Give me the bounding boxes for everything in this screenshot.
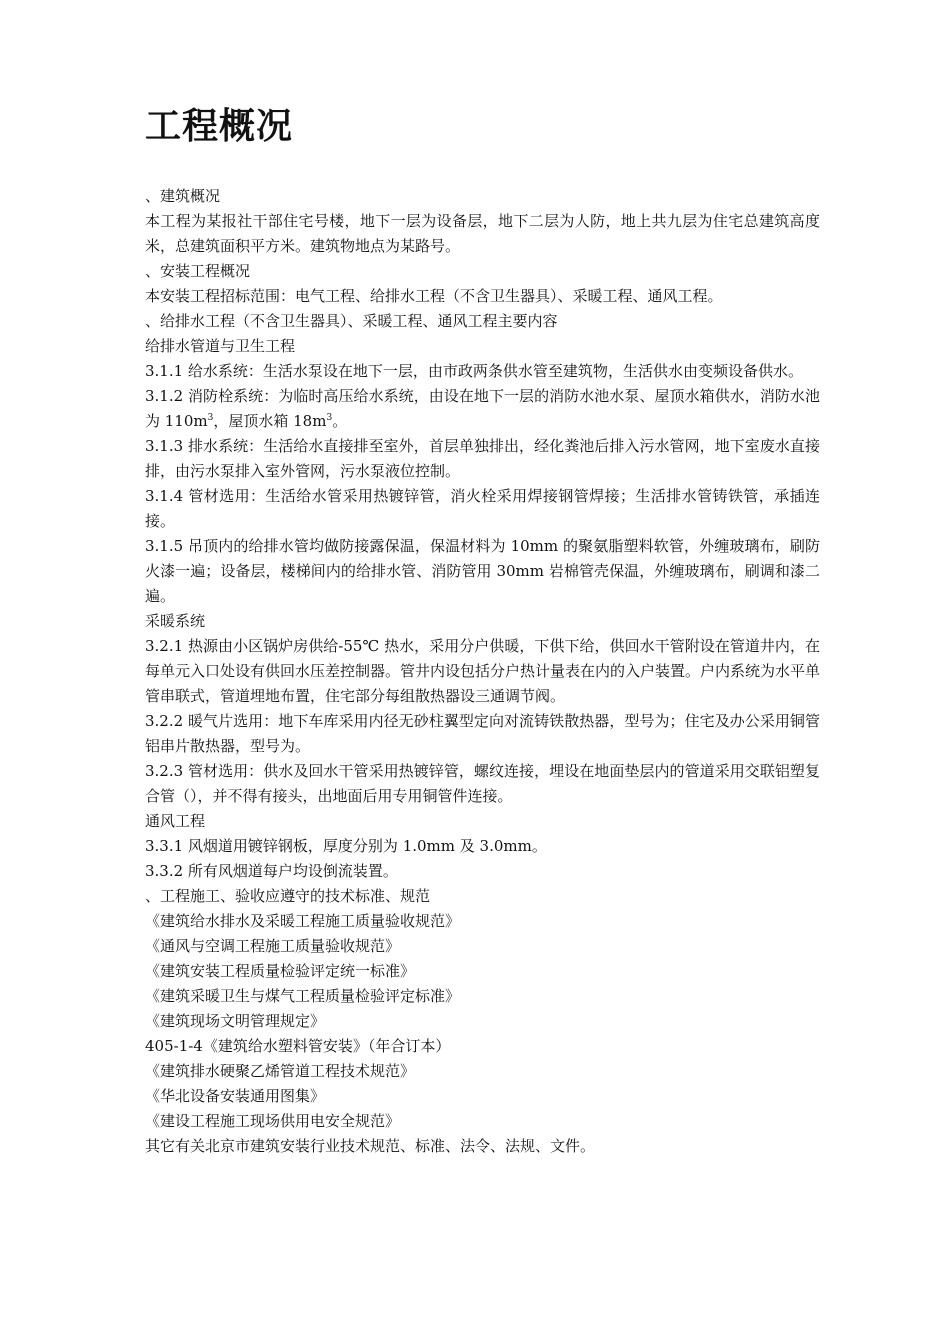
paragraph-building-overview: 本工程为某报社干部住宅号楼，地下一层为设备层，地下二层为人防，地上共九层为住宅总建筑高度米，总建筑面积平方米。建筑物地点为某路号。 xyxy=(145,212,820,255)
section-heading-installation: 、安装工程概况 xyxy=(145,262,251,280)
paragraph-3-2-3: 3.2.3 管材选用：供水及回水干管采用热镀锌管，螺纹连接，埋设在地面垫层内的管道采用交联铝塑复合管（），并不得有接头，出地面后用专用铜管件连接。 xyxy=(145,762,820,805)
standard-item: 《建筑给水排水及采暖工程施工质量验收规范》 xyxy=(145,912,461,930)
paragraph-other-standards: 其它有关北京市建筑安装行业技术规范、标准、法令、法规、文件。 xyxy=(145,1137,596,1155)
paragraph-3-1-3: 3.1.3 排水系统：生活给水直接排至室外，首层单独排出，经化粪池后排入污水管网，地下室废水直接排，由污水泵排入室外管网，污水泵液位控制。 xyxy=(145,437,820,480)
section-heading-building: 、建筑概况 xyxy=(145,187,221,205)
standard-item: 《建筑排水硬聚乙烯管道工程技术规范》 xyxy=(145,1062,416,1080)
superscript-3: 3 xyxy=(207,413,214,423)
standard-item: 《华北设备安装通用图集》 xyxy=(145,1087,326,1105)
paragraph-3-1-2-part-c: 。 xyxy=(332,412,348,430)
standard-item: 《通风与空调工程施工质量验收规范》 xyxy=(145,937,401,955)
standard-item: 《建筑采暖卫生与煤气工程质量检验评定标准》 xyxy=(145,987,461,1005)
subheading-plumbing: 给排水管道与卫生工程 xyxy=(145,337,296,355)
paragraph-3-1-5: 3.1.5 吊顶内的给排水管均做防接露保温，保温材料为 10mm 的聚氨脂塑料软管，外缠玻璃布，刷防火漆一遍；设备层，楼梯间内的给排水管、消防管用 30mm 岩棉管壳保温，外缠玻璃布，刷调和漆二遍。 xyxy=(145,537,820,605)
paragraph-3-1-2 xyxy=(145,384,820,434)
paragraph-3-3-2: 3.3.2 所有风烟道每户均设倒流装置。 xyxy=(145,862,398,880)
standard-item: 《建设工程施工现场供用电安全规范》 xyxy=(145,1112,401,1130)
paragraph-3-1-2-part-b: ，屋顶水箱 18m xyxy=(213,412,327,430)
paragraph-3-1-1: 3.1.1 给水系统：生活水泵设在地下一层，由市政两条供水管至建筑物，生活供水由变频设备供水。 xyxy=(145,362,803,380)
paragraph-3-2-2: 3.2.2 暖气片选用：地下车库采用内径无砂柱翼型定向对流铸铁散热器，型号为；住宅及办公采用铜管铝串片散热器，型号为。 xyxy=(145,712,820,755)
section-heading-main-content: 、给排水工程（不含卫生器具）、采暖工程、通风工程主要内容 xyxy=(145,312,558,330)
section-heading-standards: 、工程施工、验收应遵守的技术标准、规范 xyxy=(145,887,431,905)
paragraph-3-2-1: 3.2.1 热源由小区锅炉房供给-55℃ 热水，采用分户供暖，下供下给，供回水干管附设在管道井内，在每单元入口处设有供回水压差控制器。管井内设包括分户热计量表在内的入户装置。户内系统为水平单管串联式，管道埋地布置，住宅部分每组散热器设三通调节阀。 xyxy=(145,637,821,705)
paragraph-installation-scope: 本安装工程招标范围：电气工程、给排水工程（不含卫生器具）、采暖工程、通风工程。 xyxy=(145,287,723,305)
standard-item: 405-1-4《建筑给水塑料管安装》（年合订本） xyxy=(145,1037,451,1055)
subheading-heating: 采暖系统 xyxy=(145,612,206,630)
paragraph-3-1-2-part-a: 3.1.2 消防栓系统：为临时高压给水系统，由设在地下一层的消防水池水泵、屋顶水箱供水，消防水池为 110m xyxy=(145,387,820,430)
superscript-3: 3 xyxy=(326,413,333,423)
subheading-ventilation: 通风工程 xyxy=(145,812,206,830)
page-title: 工程概况 xyxy=(145,106,294,147)
standard-item: 《建筑安装工程质量检验评定统一标准》 xyxy=(145,962,416,980)
paragraph-3-1-4: 3.1.4 管材选用：生活给水管采用热镀锌管，消火栓采用焊接钢管焊接；生活排水管铸铁管，承插连接。 xyxy=(145,487,820,530)
standard-item: 《建筑现场文明管理规定》 xyxy=(145,1012,326,1030)
document-page xyxy=(145,100,820,1159)
paragraph-3-3-1: 3.3.1 风烟道用镀锌钢板，厚度分别为 1.0mm 及 3.0mm。 xyxy=(145,837,547,855)
